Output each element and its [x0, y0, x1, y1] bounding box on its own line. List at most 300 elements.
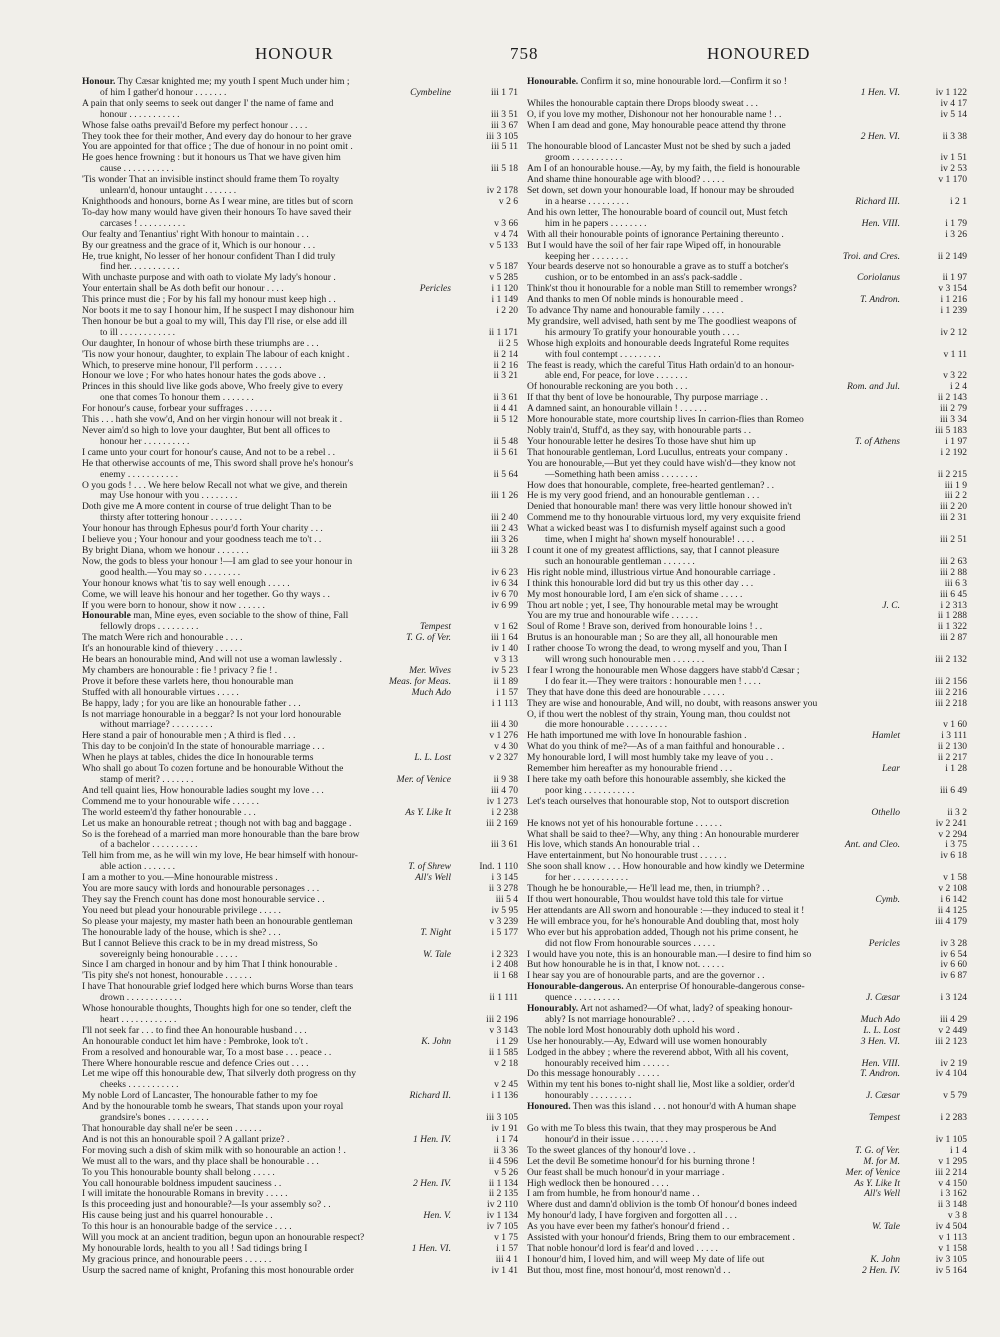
play-title: Cymbeline	[410, 86, 451, 98]
quotation-text: Your entertain shall be As doth befit our honour . . . .	[82, 284, 284, 295]
quotation-line	[527, 917, 967, 928]
play-title: 1 Hen. IV.	[412, 1133, 451, 1145]
act-scene-line-ref: v 3 66	[494, 217, 518, 229]
act-scene-line-ref: iv 4 104	[935, 1068, 967, 1080]
quotation-line	[82, 197, 518, 208]
quotation-text: Now, the gods to bless your honour !—I am glad to see your honour in	[82, 556, 353, 567]
act-scene-line-ref: v 2 6	[498, 195, 518, 207]
quotation-line	[527, 1080, 967, 1091]
quotation-line	[82, 1102, 518, 1113]
act-scene-line-ref: iv 1 51	[940, 152, 967, 164]
quotation-text: My honourable lords, health to you all ! Sad tidings bring I	[82, 1243, 308, 1254]
quotation-line	[527, 1211, 967, 1222]
act-scene-line-ref: iii 2 87	[939, 632, 967, 644]
quotation-text: for her . . . . . . . . . . . .	[545, 873, 628, 884]
quotation-text: When I am dead and gone, May honourable peace attend thy throne	[527, 120, 786, 131]
quotation-text: My grandsire, well advised, hath sent by me The goodliest weapons of	[527, 316, 797, 327]
quotation-line	[527, 731, 967, 742]
quotation-text: He is my very good friend, and an honourable gentleman . . .	[527, 491, 760, 502]
quotation-line	[82, 142, 518, 153]
quotation-text: one that comes To honour them . . . . . . .	[100, 393, 254, 404]
quotation-line	[82, 742, 518, 753]
quotation-line	[82, 1189, 518, 1200]
act-scene-line-ref: v 2 108	[938, 883, 967, 895]
quotation-line	[527, 819, 967, 830]
quotation-text: Have entertainment, but No honourable trust . . . . . .	[527, 851, 727, 862]
act-scene-line-ref: ii 1 97	[942, 272, 967, 284]
act-scene-line-ref: i 3 111	[941, 730, 967, 742]
quotation-text: That honourable day shall ne'er be seen . . . . . .	[82, 1124, 262, 1134]
quotation-text: I do fear it.—They were traitors : honourable men ! . . . .	[545, 676, 761, 687]
play-title: J. C.	[882, 599, 900, 611]
play-title: Cymb.	[875, 893, 900, 905]
quotation-text: with foul contempt . . . . . . . . .	[545, 349, 661, 360]
act-scene-line-ref: v 1 170	[938, 174, 967, 186]
quotation-line	[527, 1004, 967, 1015]
act-scene-line-ref: iv 1 91	[491, 1123, 518, 1134]
quotation-line	[527, 971, 967, 982]
quotation-text: 'Tis pity she's not honest, honourable . . . . . .	[82, 971, 252, 982]
act-scene-line-ref: iv 6 70	[491, 588, 518, 600]
quotation-line	[82, 960, 518, 971]
quotation-text: I have That honourable grief lodged here which burns Worse than tears	[82, 982, 354, 993]
quotation-text: drown . . . . . . . . . . . .	[100, 993, 182, 1004]
quotation-line	[82, 1026, 518, 1037]
quotation-text: Let us make an honourable retreat ; though not with bag and baggage .	[82, 818, 352, 829]
quotation-text: sovereignly being honourable . . . . .	[100, 949, 238, 960]
act-scene-line-ref: ii 1 89	[493, 675, 518, 687]
quotation-text: His cause being just and his quarrel honourable . .	[82, 1211, 273, 1222]
quotation-line	[82, 1200, 518, 1211]
quotation-text: Your beards deserve not so honourable a grave as to stuff a botcher's	[527, 262, 789, 273]
play-title: Hamlet	[871, 730, 900, 742]
quotation-line	[82, 622, 518, 633]
quotation-line	[82, 295, 518, 306]
quotation-text: Set down, set down your honourable load, If honour may be shrouded	[527, 186, 794, 197]
act-scene-line-ref: i 2 4	[950, 381, 967, 393]
quotation-line	[527, 601, 967, 612]
quotation-text: And thanks to men Of noble minds is honourable meed .	[527, 295, 744, 306]
act-scene-line-ref: iii 1 9	[944, 479, 967, 491]
headword: Honourable-dangerous.	[527, 982, 624, 993]
act-scene-line-ref: iv 4 504	[935, 1221, 967, 1233]
quotation-text: Honour we love ; For who hates honour hates the gods above . .	[82, 371, 326, 382]
quotation-text: My noble Lord of Lancaster, The honourable father to my foe	[82, 1091, 318, 1102]
act-scene-line-ref: iv 5 95	[491, 904, 518, 916]
quotation-line	[527, 252, 967, 263]
play-title: L. L. Lost	[863, 1024, 900, 1036]
act-scene-line-ref: ii 4 125	[937, 904, 967, 916]
quotation-line	[82, 1015, 518, 1026]
quotation-text: So is the forehead of a married man more honourable than the bare brow	[82, 829, 360, 840]
quotation-line	[82, 1135, 518, 1146]
quotation-line	[82, 1211, 518, 1222]
quotation-line	[527, 1069, 967, 1080]
quotation-text: to ill . . . . . . . . . . . .	[100, 327, 176, 338]
quotation-line	[527, 590, 967, 601]
quotation-line	[527, 840, 967, 851]
play-title: Much Ado	[860, 1013, 900, 1025]
quotation-line	[82, 731, 518, 742]
quotation-text: I am a mother to you.—Mine honourable mistress .	[82, 873, 278, 884]
play-title: 2 Hen. VI.	[860, 130, 900, 142]
quotation-line	[82, 437, 518, 448]
quotation-text: Nobly train'd, Stuff'd, as they say, with honourable parts . .	[527, 426, 752, 436]
quotation-text: able action . . . . . . .	[100, 862, 176, 873]
quotation-line	[527, 284, 967, 295]
act-scene-line-ref: v 1 62	[494, 621, 518, 633]
play-title: Richard III.	[855, 195, 900, 207]
act-scene-line-ref: iv 1 40	[491, 643, 518, 655]
act-scene-line-ref: iii 4 1	[495, 1253, 518, 1265]
act-scene-line-ref: iii 3 26	[490, 534, 518, 546]
quotation-line	[527, 1113, 967, 1124]
act-scene-line-ref: ii 4 41	[493, 403, 518, 415]
quotation-text: What a wicked beast was I to disfurnish myself against such a good	[527, 524, 786, 535]
quotation-text: This . . . hath she vow'd, And on her virgin honour will not break it .	[82, 415, 343, 426]
quotation-text: may Use honour with you . . . . . . . .	[100, 491, 238, 502]
act-scene-line-ref: i 3 124	[940, 992, 967, 1004]
quotation-line	[527, 415, 967, 426]
quotation-line	[527, 110, 967, 121]
quotation-line	[527, 1015, 967, 1026]
quotation-line	[527, 797, 967, 808]
quotation-text: I hear say you are of honourable parts, and are the governor . .	[527, 971, 765, 982]
quotation-line	[82, 655, 518, 666]
quotation-text: I honour'd him, I loved him, and will weep My date of life out	[527, 1254, 765, 1265]
act-scene-line-ref: iii 3 61	[490, 839, 518, 851]
quotation-text: To this hour is an honourable badge of the service . . . .	[82, 1222, 292, 1233]
quotation-line	[82, 88, 518, 99]
headword: Honour.	[82, 77, 116, 87]
quotation-line	[527, 764, 967, 775]
quotation-line	[82, 1037, 518, 1048]
quotation-text: Who ever but his approbation added, Though not his prime consent, he	[527, 927, 799, 938]
quotation-line	[527, 317, 967, 328]
quotation-line	[82, 590, 518, 601]
act-scene-line-ref: iv 6 34	[491, 577, 518, 589]
quotation-text: My chambers are honourable : fie ! privacy ? fie ! .	[82, 665, 278, 676]
quotation-text: The world esteem'd thy father honourable . . .	[82, 807, 256, 818]
act-scene-line-ref: iii 2 214	[935, 1166, 967, 1178]
play-title: M. for M.	[863, 1155, 900, 1167]
quotation-text: Prove it before these varlets here, thou honourable man	[82, 676, 294, 687]
quotation-text: To the sweet glances of thy honour'd love . .	[527, 1145, 696, 1156]
act-scene-line-ref: ii 3 61	[493, 392, 518, 404]
play-title: T. Andron.	[860, 294, 900, 306]
quotation-line	[82, 611, 518, 622]
act-scene-line-ref: ii 2 5	[498, 337, 518, 349]
quotation-line	[527, 1037, 967, 1048]
quotation-text: his armoury To gratify your honourable youth . . . .	[545, 327, 740, 338]
quotation-line	[82, 241, 518, 252]
quotation-line	[82, 1113, 518, 1124]
quotation-line	[527, 219, 967, 230]
act-scene-line-ref: iv 2 241	[935, 817, 967, 829]
quotation-line	[527, 677, 967, 688]
quotation-line	[82, 1266, 518, 1277]
quotation-line	[527, 1157, 967, 1168]
quotation-line	[82, 677, 518, 688]
quotation-text: As you have ever been my father's honour'd friend . .	[527, 1222, 730, 1233]
act-scene-line-ref: iii 3 51	[490, 108, 518, 120]
act-scene-line-ref: iii 6 49	[939, 784, 967, 796]
quotation-text: O, if you love my mother, Dishonour not her honourable name ! . .	[527, 109, 782, 120]
act-scene-line-ref: ii 2 143	[937, 392, 967, 404]
quotation-text: You call honourable boldness impudent sauciness . .	[82, 1178, 282, 1189]
quotation-line	[82, 175, 518, 186]
quotation-line	[527, 175, 967, 186]
quotation-text: Though he be honourable,— He'll lead me, then, in triumph? . .	[527, 884, 770, 895]
quotation-line	[527, 1266, 967, 1277]
act-scene-line-ref: iii 2 51	[939, 534, 967, 546]
quotation-line	[527, 655, 967, 666]
quotation-text: honour . . . . . . . . . . .	[100, 109, 180, 120]
act-scene-line-ref: v 4 150	[938, 1177, 967, 1189]
act-scene-line-ref: i 1 57	[496, 686, 518, 698]
act-scene-line-ref: iii 2 2	[944, 490, 967, 502]
quotation-text: I here take my oath before this honourable assembly, she kicked the	[527, 775, 786, 785]
quotation-text: When he plays at tables, chides the dice In honourable terms	[82, 753, 314, 764]
quotation-line	[82, 77, 518, 88]
act-scene-line-ref: i 3 26	[945, 228, 967, 240]
act-scene-line-ref: iv 1 134	[486, 1210, 518, 1222]
act-scene-line-ref: v 1 60	[943, 719, 967, 731]
quotation-text: Am I of an honourable house.—Ay, by my faith, the field is honourable	[527, 164, 800, 175]
quotation-text: thirsty after tottering honour . . . . . . .	[100, 513, 242, 524]
quotation-line	[527, 611, 967, 622]
act-scene-line-ref: iii 2 123	[935, 1035, 967, 1047]
quotation-text: honourably received him . . . . . .	[545, 1058, 670, 1069]
quotation-text: And shame thine honourable age with blood? . . . . .	[527, 175, 725, 186]
act-scene-line-ref: iii 2 169	[486, 817, 518, 829]
quotation-text: Is this proceeding just and honourable?—Is your assembly so? . .	[82, 1200, 331, 1211]
quotation-line	[82, 164, 518, 175]
quotation-text: You are more saucy with lords and honourable personages . . .	[82, 884, 320, 895]
quotation-text: He, true knight, No lesser of her honour confident Than I did truly	[82, 251, 336, 262]
quotation-text: To advance Thy name and honourable family . . . . .	[527, 306, 724, 317]
play-title: Ant. and Cleo.	[844, 839, 900, 851]
act-scene-line-ref: i 1 4	[950, 1144, 967, 1156]
quotation-line	[527, 1146, 967, 1157]
act-scene-line-ref: iv 5 23	[491, 664, 518, 676]
act-scene-line-ref: ii 3 2	[947, 806, 967, 818]
quotation-text: Is not marriage honourable in a beggar? Is not your lord honourable	[82, 709, 342, 720]
quotation-text: His love, which stands An honourable trial . .	[527, 840, 700, 851]
quotation-line	[82, 153, 518, 164]
quotation-line	[82, 808, 518, 819]
act-scene-line-ref: iii 2 218	[935, 697, 967, 709]
play-title: Lear	[881, 763, 900, 775]
quotation-text: unlearn'd, honour untaught . . . . . . .	[100, 186, 237, 197]
quotation-text: They took thee for their mother, And every day do honour to her grave	[82, 131, 352, 142]
quotation-line	[527, 1200, 967, 1211]
quotation-line	[82, 1255, 518, 1266]
quotation-line	[82, 1091, 518, 1102]
act-scene-line-ref: ii 3 36	[493, 1144, 518, 1156]
quotation-line	[527, 481, 967, 492]
act-scene-line-ref: v 3 143	[489, 1024, 518, 1036]
act-scene-line-ref: i 5 177	[491, 926, 518, 938]
quotation-text: You are appointed for that office ; The due of honour in no point omit .	[82, 142, 353, 153]
quotation-text: For moving such a dish of skim milk with so honourable an action ! .	[82, 1145, 346, 1156]
quotation-text: High wedlock then be honoured . . . .	[527, 1178, 669, 1189]
quotation-text: Where dust and damn'd oblivion is the tomb Of honour'd bones indeed	[527, 1200, 797, 1211]
quotation-line	[82, 132, 518, 143]
quotation-line	[527, 720, 967, 731]
quotation-text: Your honour has through Ephesus pour'd forth Your charity . . .	[82, 524, 323, 535]
play-title: W. Tale	[872, 1221, 900, 1233]
quotation-text: Go with me To bless this twain, that they may prosperous be And	[527, 1124, 777, 1134]
act-scene-line-ref: i 2 283	[940, 1112, 967, 1124]
act-scene-line-ref: ii 1 288	[937, 610, 967, 622]
quotation-line	[82, 219, 518, 230]
quotation-text: Honourable. Confirm it so, mine honourable lord.—Confirm it so !	[527, 77, 787, 87]
quotation-line	[527, 371, 967, 382]
act-scene-line-ref: iv 2 110	[487, 1199, 518, 1211]
quotation-text: Honourable man, Mine eyes, even sociable to the show of thine, Fall	[82, 611, 349, 622]
quotation-line	[82, 459, 518, 470]
quotation-line	[82, 382, 518, 393]
quotation-text: Assisted with your honour'd friends, Bring them to our embracement .	[527, 1233, 795, 1244]
quotation-text: time, when I might ha' shown myself honourable! . . . .	[545, 535, 755, 546]
act-scene-line-ref: ii 9 38	[493, 774, 518, 785]
act-scene-line-ref: iii 1 26	[490, 490, 518, 502]
play-title: L. L. Lost	[414, 752, 451, 764]
quotation-line	[527, 295, 967, 306]
act-scene-line-ref: i 1 57	[496, 1242, 518, 1254]
quotation-line	[82, 491, 518, 502]
act-scene-line-ref: iv 2 12	[940, 326, 967, 338]
quotation-line	[527, 1168, 967, 1179]
quotation-line	[82, 317, 518, 328]
right-column	[527, 77, 967, 1332]
act-scene-line-ref: Ind. 1 110	[479, 861, 518, 873]
quotation-text: honour'd in their issue . . . . . . . .	[545, 1134, 668, 1145]
act-scene-line-ref: iii 3 105	[486, 130, 518, 142]
quotation-line	[527, 786, 967, 797]
act-scene-line-ref: i 2 238	[491, 806, 518, 818]
act-scene-line-ref: iv 6 99	[491, 599, 518, 611]
act-scene-line-ref: ii 1 322	[937, 621, 967, 633]
quotation-text: You need but plead your honourable privilege . . . . .	[82, 905, 281, 916]
quotation-line	[527, 186, 967, 197]
quotation-text: Within my tent his bones to-night shall lie, Most like a soldier, order'd	[527, 1080, 795, 1091]
play-title: K. John	[870, 1253, 900, 1265]
play-title: Coriolanus	[857, 272, 900, 284]
quotation-text: They that have done this deed are honourable . . . . .	[527, 687, 725, 698]
play-title: Troi. and Cres.	[842, 250, 900, 262]
quotation-text: More honourable state, more courtship lives In carrion-flies than Romeo	[527, 415, 804, 426]
quotation-text: heart . . . . . . . . . . . .	[100, 1014, 177, 1025]
quotation-line	[527, 1059, 967, 1070]
act-scene-line-ref: ii 2 16	[493, 359, 518, 371]
quotation-text: He hath importuned me with love In honourable fashion .	[527, 731, 747, 742]
quotation-line	[527, 830, 967, 841]
quotation-line	[527, 808, 967, 819]
quotation-text: 'Tis now your honour, daughter, to explain The labour of each knight .	[82, 349, 350, 360]
play-title: J. Cæsar	[866, 992, 900, 1004]
quotation-text: The match Were rich and honourable . . . .	[82, 633, 243, 644]
quotation-text: in a hearse . . . . . . . . .	[545, 196, 629, 207]
quotation-line	[82, 710, 518, 721]
quotation-line	[82, 764, 518, 775]
quotation-text: And tell quaint lies, How honourable ladies sought my love . . .	[82, 785, 324, 796]
quotation-text: ably? Is not marriage honourable? . . . .	[545, 1014, 695, 1025]
quotation-text: That honourable gentleman, Lord Lucullus, entreats your company .	[527, 447, 788, 458]
quotation-line	[82, 699, 518, 710]
quotation-line	[82, 917, 518, 928]
act-scene-line-ref: iv 2 19	[940, 1057, 967, 1069]
quotation-line	[82, 819, 518, 830]
act-scene-line-ref: ii 1 585	[488, 1046, 518, 1058]
quotation-text: The noble lord Most honourably doth uphold his word .	[527, 1025, 740, 1036]
quotation-text: How does that honourable, complete, free-hearted gentleman? . .	[527, 480, 775, 491]
act-scene-line-ref: iii 2 43	[490, 523, 518, 535]
act-scene-line-ref: i 3 162	[940, 1188, 967, 1200]
quotation-line	[527, 88, 967, 99]
running-head-left: HONOUR	[255, 44, 334, 63]
quotation-line	[82, 252, 518, 263]
quotation-line	[82, 873, 518, 884]
quotation-text: Whose honourable thoughts, Thoughts high for one so tender, cleft the	[82, 1004, 352, 1015]
quotation-line	[527, 742, 967, 753]
quotation-line	[82, 481, 518, 492]
quotation-line	[82, 862, 518, 873]
quotation-line	[527, 361, 967, 372]
act-scene-line-ref: i 1 120	[491, 283, 518, 295]
quotation-text: Here stand a pair of honourable men ; A third is fled . . .	[82, 731, 296, 742]
quotation-line	[82, 513, 518, 524]
play-title: Pericles	[419, 283, 451, 295]
act-scene-line-ref: ii 1 68	[493, 970, 518, 982]
quotation-line	[527, 426, 967, 437]
quotation-text: I am from humble, he from honour'd name . .	[527, 1189, 700, 1200]
quotation-line	[527, 328, 967, 339]
play-title: Mer. Wives	[409, 664, 451, 676]
page-number: 758	[510, 44, 539, 63]
quotation-text: And is not this an honourable spoil ? A gallant prize? .	[82, 1134, 290, 1145]
quotation-text: From a resolved and honourable war, To a most base . . . peace . .	[82, 1047, 332, 1058]
act-scene-line-ref: ii 2 135	[488, 1188, 518, 1200]
quotation-line	[82, 273, 518, 284]
quotation-text: We must all to the wars, and thy place shall be honourable . . .	[82, 1156, 319, 1167]
play-title: Mer. of Venice	[396, 774, 451, 785]
quotation-text: Lodged in the abbey ; where the reverend abbot, With all his covent,	[527, 1047, 789, 1058]
quotation-text: And his own letter, The honourable board of council out, Must fetch	[527, 207, 788, 218]
act-scene-line-ref: v 5 79	[943, 1090, 967, 1102]
quotation-text: of a bachelor . . . . . . . . . .	[100, 840, 198, 851]
quotation-text: My most honourable lord, I am e'en sick of shame . . . . .	[527, 589, 743, 600]
act-scene-line-ref: ii 2 215	[937, 468, 967, 480]
act-scene-line-ref: v 2 327	[489, 752, 518, 764]
quotation-text: Your honourable letter he desires To those have shut him up	[527, 436, 756, 447]
quotation-text: grandsire's bones . . . . . . . . .	[100, 1113, 209, 1124]
act-scene-line-ref: ii 1 134	[488, 1177, 518, 1189]
quotation-text: Never aim'd so high to love your daughter, But bent all offices to	[82, 426, 330, 436]
play-title: 3 Hen. VI.	[860, 1035, 900, 1047]
quotation-line	[527, 393, 967, 404]
play-title: T. of Shrew	[408, 861, 451, 873]
act-scene-line-ref: iv 7 105	[486, 1221, 518, 1233]
quotation-text: of him I gather'd honour . . . . . . .	[100, 87, 227, 98]
quotation-line	[82, 1146, 518, 1157]
headword: Honourably.	[527, 1004, 579, 1015]
quotation-line	[82, 906, 518, 917]
quotation-line	[82, 470, 518, 481]
quotation-line	[527, 622, 967, 633]
act-scene-line-ref: iv 1 122	[935, 86, 967, 98]
